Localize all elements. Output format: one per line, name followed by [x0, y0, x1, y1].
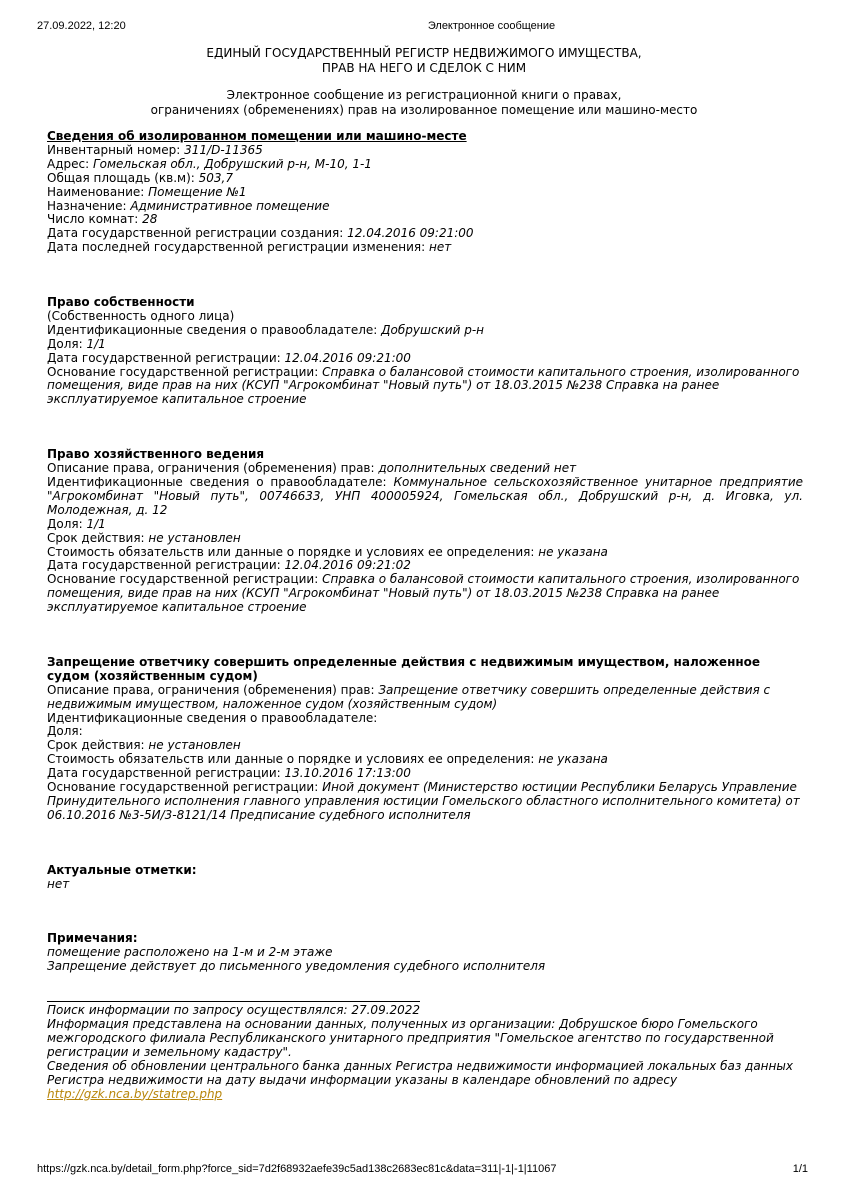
field-value: Коммунальное сельскохозяйственное унитарное предприятие "Агрокомбинат "Новый путь", 00746633, УНП 400005924, Гомельская обл., Добрушский р-н, д. Иговка, ул. Молодежная, д. 12 [47, 475, 804, 517]
field-value: Административное помещение [130, 198, 330, 213]
field-value: не установлен [148, 530, 241, 545]
current-marks-heading: Актуальные отметки: [47, 862, 197, 877]
economic-management-section [47, 448, 803, 615]
field-label: Идентификационные сведения о правообладателе: [47, 710, 378, 725]
field-value: 13.10.2016 17:13:00 [284, 766, 411, 781]
ownership-heading: Право собственности [47, 295, 195, 310]
field-label: Дата государственной регистрации создания: [47, 226, 348, 241]
print-datetime: 27.09.2022, 12:20 [37, 20, 126, 32]
field-validity-period [47, 532, 803, 546]
document-title [0, 46, 848, 76]
field-creation-registration-date [47, 227, 803, 241]
field-registration-date [47, 559, 803, 573]
field-room-count [47, 213, 803, 227]
document-title-line-2: ПРАВ НА НЕГО И СДЕЛОК С НИМ [321, 61, 527, 75]
document-subtitle-line-1: Электронное сообщение из регистрационной книги о правах, [226, 88, 622, 102]
field-label: Дата государственной регистрации: [47, 558, 285, 573]
field-obligation-cost [47, 753, 803, 767]
document-title-line-1: ЕДИНЫЙ ГОСУДАРСТВЕННЫЙ РЕГИСТР НЕДВИЖИМОГО ИМУЩЕСТВА, [206, 46, 642, 60]
field-value: не указана [538, 752, 608, 767]
field-value: 28 [142, 212, 158, 227]
field-obligation-cost [47, 546, 803, 560]
field-rightholder [47, 476, 803, 518]
field-name [47, 186, 803, 200]
field-label: Основание государственной регистрации: [47, 780, 323, 795]
field-value: не установлен [148, 738, 241, 753]
field-label: Идентификационные сведения о правообладателе: [47, 322, 382, 337]
current-marks-section [47, 864, 803, 892]
field-registration-basis [47, 366, 803, 408]
field-share [47, 338, 803, 352]
field-share [47, 725, 803, 739]
field-label: Описание права, ограничения (обременения) прав: [47, 682, 379, 697]
field-inventory-number [47, 144, 803, 158]
field-right-description [47, 462, 803, 476]
field-share [47, 518, 803, 532]
update-info-note: Сведения об обновлении центрального банка данных Регистра недвижимости информацией локальных баз данных Регистра недвижимости на дату выдачи информации указаны в календаре обновлений по адресу [47, 1058, 793, 1087]
field-label: Идентификационные сведения о правообладателе: [47, 475, 394, 489]
field-label: Доля: [47, 336, 87, 351]
ownership-subheading: (Собственность одного лица) [47, 308, 235, 323]
field-validity-period [47, 739, 803, 753]
field-label: Назначение: [47, 198, 131, 213]
field-label: Общая площадь (кв.м): [47, 170, 199, 185]
field-value: нет [428, 240, 452, 255]
field-label: Основание государственной регистрации: [47, 572, 323, 587]
field-label: Доля: [47, 516, 87, 531]
field-value: Иной документ (Министерство юстиции Республики Беларусь Управление Принудительного исполнения главного управления юстиции Гомельского областного исполнительного комитета) от 06.10.2016 №3-5И/3-8121/14 Предписание судебного исполнителя [47, 780, 800, 822]
economic-management-heading: Право хозяйственного ведения [47, 447, 265, 462]
field-value: не указана [538, 544, 608, 559]
field-label: Стоимость обязательств или данные о порядке и условиях ее определения: [47, 544, 539, 559]
field-value: Запрещение ответчику совершить определенные действия с недвижимым имуществом, наложенное судом (хозяйственным судом) [47, 682, 771, 711]
field-label: Основание государственной регистрации: [47, 364, 323, 379]
field-registration-basis [47, 781, 803, 823]
field-label: Адрес: [47, 156, 93, 171]
field-value: 12.04.2016 09:21:00 [284, 350, 411, 365]
field-value: 12.04.2016 09:21:02 [284, 558, 411, 573]
print-url: https://gzk.nca.by/detail_form.php?force_sid=7d2f68932aefe39c5ad138c2683ec81c&data=311|-1|-1|11067 [37, 1163, 557, 1175]
field-registration-date [47, 352, 803, 366]
field-label: Дата государственной регистрации: [47, 766, 285, 781]
field-value: Справка о балансовой стоимости капитального строения, изолированного помещения, виде прав на них (КСУП "Агрокомбинат "Новый путь") от 18.03.2015 №238 Справка на ранее эксплуатируемое капитальное строение [47, 364, 800, 407]
field-value: Справка о балансовой стоимости капитального строения, изолированного помещения, виде прав на них (КСУП "Агрокомбинат "Новый путь") от 18.03.2015 №238 Справка на ранее эксплуатируемое капитальное строение [47, 572, 800, 615]
field-registration-basis [47, 573, 803, 615]
property-section [47, 130, 803, 255]
field-purpose [47, 200, 803, 214]
footer-notes [47, 1001, 803, 1101]
search-date-note: Поиск информации по запросу осуществлялся: 27.09.2022 [47, 1003, 421, 1018]
document-subtitle [0, 88, 848, 118]
ownership-section [47, 296, 803, 407]
notes-section [47, 932, 803, 974]
property-heading: Сведения об изолированном помещении или машино-месте [47, 129, 467, 143]
field-label: Инвентарный номер: [47, 142, 185, 157]
field-value: 311/D-11365 [184, 142, 263, 157]
field-rightholder [47, 324, 803, 338]
field-right-description [47, 684, 803, 712]
field-label: Описание права, ограничения (обременения) прав: [47, 461, 379, 476]
prohibition-heading: Запрещение ответчику совершить определенные действия с недвижимым имуществом, наложенное судом (хозяйственным судом) [47, 654, 761, 683]
field-address [47, 158, 803, 172]
field-value: 1/1 [86, 516, 106, 531]
statrep-link[interactable]: http://gzk.nca.by/statrep.php [47, 1086, 223, 1101]
field-value: Гомельская обл., Добрушский р-н, М-10, 1-1 [92, 156, 372, 171]
document-content [47, 130, 803, 1101]
field-label: Дата последней государственной регистрации изменения: [47, 240, 429, 255]
current-marks-value: нет [47, 876, 70, 891]
field-label: Число комнат: [47, 212, 143, 227]
source-note: Информация представлена на основании данных, полученных из организации: Добрушское бюро Гомельского межгородского филиала Республиканского унитарного предприятия "Гомельское агентство по государственной регистрации и земельному кадастру". [47, 1017, 774, 1059]
field-total-area [47, 172, 803, 186]
print-title: Электронное сообщение [427, 20, 556, 32]
note-line: Запрещение действует до письменного уведомления судебного исполнителя [47, 959, 546, 974]
field-value: 1/1 [86, 336, 106, 351]
field-value: 12.04.2016 09:21:00 [347, 226, 474, 241]
notes-heading: Примечания: [47, 931, 138, 946]
field-label: Наименование: [47, 184, 149, 199]
field-label: Доля: [47, 724, 83, 739]
field-registration-date [47, 767, 803, 781]
field-value: Добрушский р-н [381, 322, 484, 337]
prohibition-section [47, 656, 803, 823]
footer-divider [47, 1001, 420, 1002]
field-label: Срок действия: [47, 738, 149, 753]
document-subtitle-line-2: ограничениях (обременениях) прав на изолированное помещение или машино-место [150, 103, 698, 117]
field-value: Помещение №1 [148, 184, 247, 199]
field-rightholder [47, 712, 803, 726]
note-line: помещение расположено на 1-м и 2-м этаже [47, 945, 333, 960]
field-label: Стоимость обязательств или данные о порядке и условиях ее определения: [47, 752, 539, 767]
page-number: 1/1 [792, 1163, 808, 1175]
field-last-change-date [47, 241, 803, 255]
field-value: дополнительных сведений нет [378, 461, 577, 476]
field-label: Срок действия: [47, 530, 149, 545]
field-value: 503,7 [198, 170, 233, 185]
field-label: Дата государственной регистрации: [47, 350, 285, 365]
